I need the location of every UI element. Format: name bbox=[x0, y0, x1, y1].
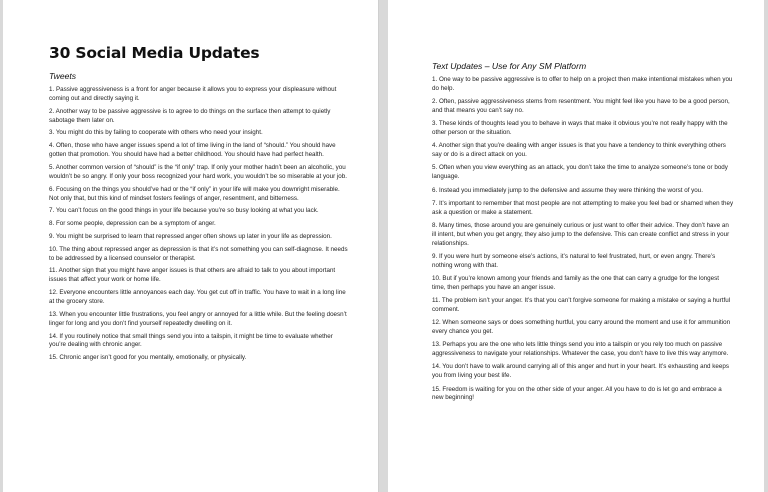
list-item: 7. It’s important to remember that most people are not attempting to make you feel bad or shamed when they ask a question or make a statement. bbox=[432, 199, 734, 216]
list-item: 5. Another common version of “should” is the “if only” trap. If only your mother hadn’t been an alcoholic, you wouldn’t be so angry. If only your boss recognized your hard work, you wouldn’t be so miserable at your job. bbox=[49, 163, 347, 180]
list-item: 1. Passive aggressiveness is a front for anger because it allows you to express your displeasure without coming out and directly saying it. bbox=[49, 86, 337, 102]
list-item: 10. But if you’re known among your friends and family as the one that can carry a grudge for the longest time, then perhaps you have an anger issue. bbox=[432, 274, 719, 291]
list-item: 12. Everyone encounters little annoyances each day. You get cut off in traffic. You have to wait in a long line at the grocery store. bbox=[49, 289, 346, 306]
list-item: 8. For some people, depression can be a symptom of anger. bbox=[49, 220, 216, 228]
section-heading-tweets: Tweets bbox=[49, 71, 77, 81]
list-item: 15. Freedom is waiting for you on the other side of your anger. All you have to do is let go and embrace a new beginning! bbox=[432, 385, 722, 402]
section-heading-text-updates: Text Updates – Use for Any SM Platform bbox=[432, 61, 587, 71]
list-item: 10. The thing about repressed anger as depression is that it’s not something you can self-diagnose. It needs to be addressed by a licensed counselor or therapist. bbox=[49, 245, 348, 262]
list-item: 5. Often when you view everything as an attack, you don’t take the time to analyze someone’s tone or body language. bbox=[432, 164, 728, 181]
list-item: 11. Another sign that you might have anger issues is that others are afraid to talk to you about important issues that affect your work or home life. bbox=[49, 267, 336, 284]
list-item: 1. One way to be passive aggressive is to offer to help on a project then make intentional mistakes when you do help. bbox=[432, 76, 733, 92]
list-item: 3. These kinds of thoughts lead you to behave in ways that make it obvious you’re not really happy with the other person or the situation. bbox=[432, 120, 728, 137]
tweets-list bbox=[49, 86, 350, 363]
list-item: 14. If you routinely notice that small things send you into a tailspin, it might be time to evaluate whether you’re dealing with chronic anger. bbox=[49, 332, 333, 349]
list-item: 7. You can’t focus on the good things in your life because you’re so busy looking at what you lack. bbox=[49, 207, 319, 215]
list-item: 4. Another sign that you’re dealing with anger issues is that you have a tendency to think everything others say or do is a direct attack on you. bbox=[432, 142, 726, 159]
list-item: 2. Another way to be passive aggressive is to agree to do things on the surface then attempt to quietly sabotage them later on. bbox=[49, 107, 331, 124]
list-item: 6. Focusing on the things you should’ve had or the “if only” in your life will make you downright miserable. Not only that, but this kind of mindset fosters feelings of anger, resentment, and bitterness. bbox=[49, 185, 340, 202]
list-item: 4. Often, those who have anger issues spend a lot of time living in the land of “should.” You should have gotten that promotion. You should have had a better childhood. You should have had perfect health. bbox=[49, 142, 336, 159]
document-title: 30 Social Media Updates bbox=[49, 44, 260, 62]
list-item: 15. Chronic anger isn’t good for you mentally, emotionally, or physically. bbox=[49, 354, 247, 362]
document-page-left bbox=[3, 0, 379, 492]
list-item: 8. Many times, those around you are genuinely curious or just want to offer their advice. They don’t have an ill intent, but when you get angry, they also jump to the defensive. This can create conflict and stress in your relationships. bbox=[432, 221, 730, 247]
list-item: 13. When you encounter little frustrations, you feel angry or annoyed for a little while. But the feeling doesn’t linger for long and you don’t find yourself repeatedly dwelling on it. bbox=[49, 310, 347, 327]
list-item: 14. You don’t have to walk around carrying all of this anger and hurt in your heart. It’s exhausting and keeps you from living your best life. bbox=[432, 363, 729, 380]
list-item: 9. You might be surprised to learn that repressed anger often shows up later in your life as depression. bbox=[49, 232, 332, 240]
list-item: 12. When someone says or does something hurtful, you carry around the moment and use it for ammunition every chance you get. bbox=[432, 319, 731, 336]
document-page-right bbox=[388, 0, 764, 492]
list-item: 9. If you were hurt by someone else’s actions, it’s natural to feel frustrated, hurt, or even angry. There’s nothing wrong with that. bbox=[432, 252, 716, 269]
list-item: 3. You might do this by failing to cooperate with others who need your insight. bbox=[49, 129, 263, 137]
list-item: 11. The problem isn’t your anger. It’s that you can’t forgive someone for making a mistake or saying a hurtful comment. bbox=[432, 297, 731, 313]
list-item: 6. Instead you immediately jump to the defensive and assume they were thinking the worst of you. bbox=[432, 186, 703, 194]
list-item: 2. Often, passive aggressiveness stems from resentment. You might feel like you have to be a good person, and that means you can’t say no. bbox=[432, 98, 730, 115]
text-updates-list bbox=[432, 76, 734, 403]
list-item: 13. Perhaps you are the one who lets little things send you into a tailspin or you rely too much on passive aggressiveness to navigate your relationships. Whatever the case, you don’t have to live this way anymore. bbox=[432, 341, 729, 358]
